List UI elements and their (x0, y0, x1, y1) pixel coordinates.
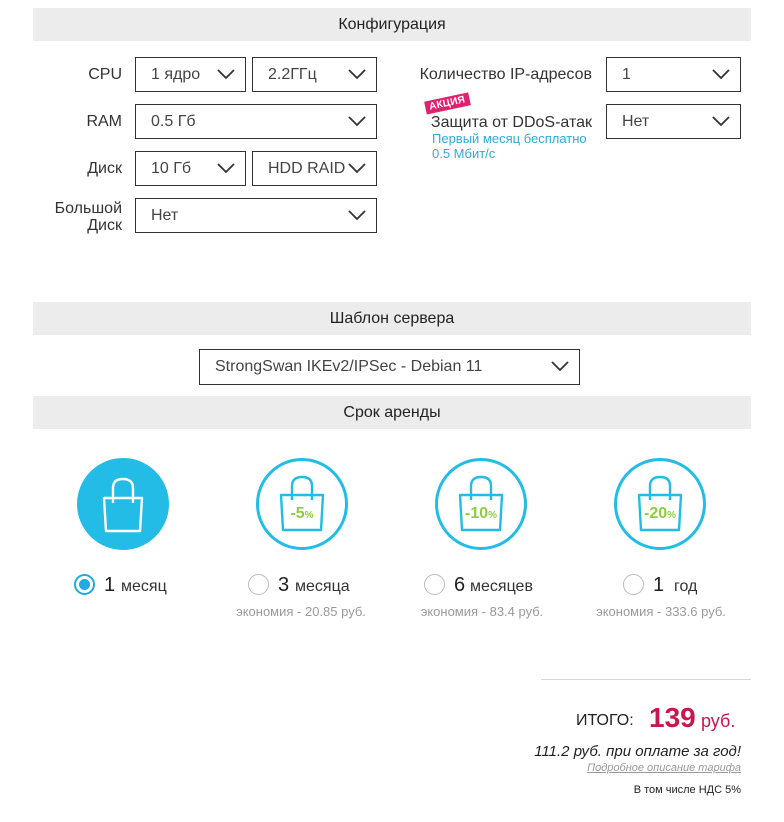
total-label: ИТОГО: (576, 712, 634, 729)
template-select[interactable] (199, 349, 580, 385)
period-number: 3 (278, 574, 290, 596)
chevron-down-icon (348, 160, 366, 176)
ram-value: 0.5 Гб (151, 113, 196, 130)
total-divider (541, 679, 751, 680)
big-disk-label-line1: Большой (54, 200, 122, 217)
total-currency: руб. (701, 711, 736, 731)
saving-6-months: экономия - 83.4 руб. (420, 604, 544, 619)
ddos-value: Нет (622, 113, 650, 130)
ddos-select[interactable] (606, 104, 741, 139)
cpu-freq-value: 2.2ГГц (268, 66, 317, 83)
cpu-cores-value: 1 ядро (151, 66, 201, 83)
chevron-down-icon (348, 66, 366, 82)
saving-3-months: экономия - 20.85 руб. (236, 604, 366, 619)
big-disk-label (40, 200, 122, 234)
ip-value: 1 (622, 66, 631, 83)
chevron-down-icon (348, 207, 366, 223)
disk-size-value: 10 Гб (151, 160, 192, 177)
tariff-details-link[interactable]: Подробное описание тарифа (587, 762, 741, 774)
ram-select[interactable] (135, 104, 377, 139)
disk-size-select[interactable] (135, 151, 246, 186)
config-header: Конфигурация (33, 8, 751, 41)
chevron-down-icon (551, 358, 569, 374)
period-unit: месяц (121, 578, 167, 595)
percent-sign: % (304, 510, 314, 521)
big-disk-select[interactable] (135, 198, 377, 233)
discount-label (259, 505, 345, 523)
chevron-down-icon (217, 66, 235, 82)
discount-label (617, 505, 703, 523)
ddos-note-free-month: Первый месяц бесплатно (432, 131, 587, 146)
discount-value: -5 (290, 505, 305, 522)
template-header: Шаблон сервера (33, 302, 751, 335)
big-disk-value: Нет (151, 207, 179, 224)
ip-label: Количество IP-адресов (419, 66, 592, 83)
chevron-down-icon (712, 113, 730, 129)
shopping-bag-icon (617, 461, 703, 547)
radio-button[interactable] (74, 574, 95, 595)
rent-icon-circle[interactable] (256, 458, 348, 550)
big-disk-label-line2: Диск (87, 217, 122, 234)
ddos-label: Защита от DDoS-атак (430, 114, 592, 131)
shopping-bag-icon (438, 461, 524, 547)
cpu-label: CPU (88, 66, 122, 83)
chevron-down-icon (348, 113, 366, 129)
ddos-note-speed: 0.5 Мбит/с (432, 146, 496, 161)
radio-button[interactable] (623, 574, 644, 595)
total-price: 139 (649, 702, 696, 733)
period-unit: месяцев (470, 578, 533, 595)
period-unit: год (674, 578, 698, 595)
cpu-freq-select[interactable] (252, 57, 377, 92)
cpu-cores-select[interactable] (135, 57, 246, 92)
disk-type-select[interactable] (252, 151, 377, 186)
ram-label: RAM (86, 113, 122, 130)
percent-sign: % (488, 510, 498, 521)
disk-label: Диск (87, 160, 122, 177)
chevron-down-icon (217, 160, 235, 176)
period-unit: месяца (295, 578, 350, 595)
radio-button[interactable] (248, 574, 269, 595)
yearly-price-note: 111.2 руб. при оплате за год! (534, 743, 741, 760)
disk-type-value: HDD RAID (268, 160, 346, 177)
radio-button[interactable] (424, 574, 445, 595)
saving-1-year: экономия - 333.6 руб. (596, 604, 726, 619)
template-value: StrongSwan IKEv2/IPSec - Debian 11 (215, 358, 483, 375)
vat-note: В том числе НДС 5% (633, 784, 741, 796)
rent-icon-circle[interactable] (435, 458, 527, 550)
rent-header: Срок аренды (33, 396, 751, 429)
discount-value: -20 (643, 505, 668, 522)
chevron-down-icon (712, 66, 730, 82)
period-number: 1 (104, 574, 116, 596)
promo-badge: АКЦИЯ (424, 93, 470, 115)
shopping-bag-icon (80, 461, 166, 547)
rent-icon-circle[interactable] (614, 458, 706, 550)
period-number: 1 (653, 574, 665, 596)
period-number: 6 (454, 574, 466, 596)
ip-select[interactable] (606, 57, 741, 92)
rent-icon-circle[interactable] (77, 458, 169, 550)
discount-label (438, 505, 524, 523)
percent-sign: % (667, 510, 677, 521)
discount-value: -10 (464, 505, 489, 522)
shopping-bag-icon (259, 461, 345, 547)
